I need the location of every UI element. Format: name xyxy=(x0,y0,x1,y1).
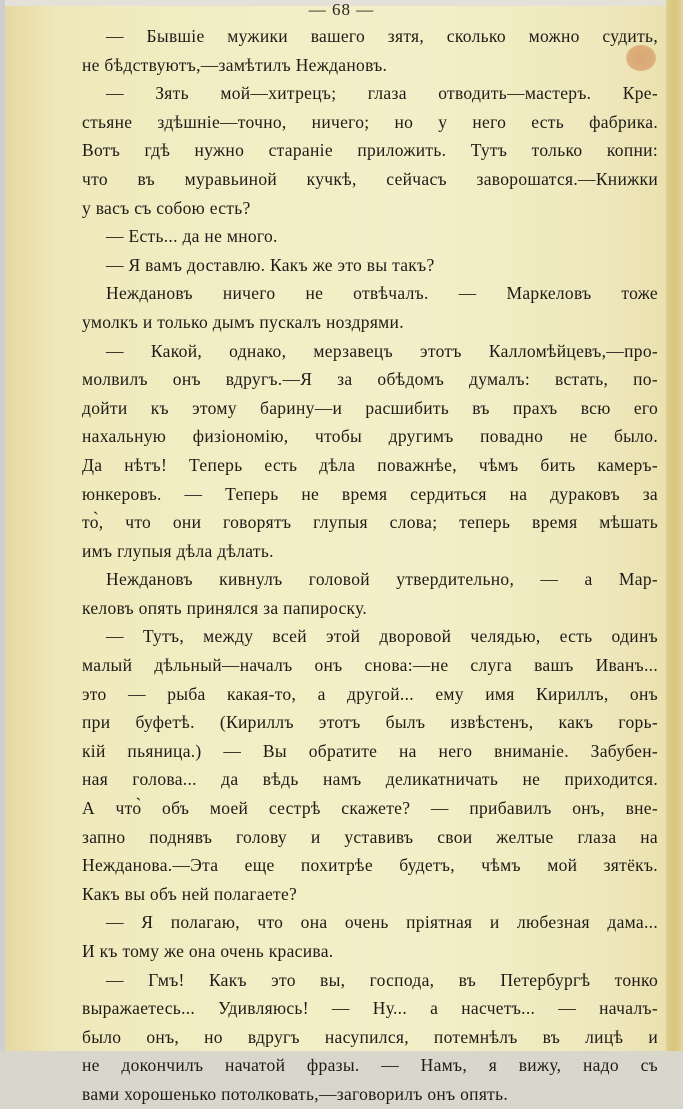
text-line: Да нѣтъ! Теперь есть дѣла поважнѣе, чѣмъ бить камеръ- xyxy=(82,454,658,475)
text-line: Неждановъ ничего не отвѣчалъ. — Маркеловъ тоже xyxy=(106,283,658,304)
text-line: — Тутъ, между всей этой дворовой челядью, есть одинъ xyxy=(106,626,658,647)
text-line: кій пьяница.) — Вы обратите на него вниманіе. Забубен- xyxy=(82,740,658,761)
text-line: запно поднявъ голову и уставивъ свои желтые глаза на xyxy=(82,826,658,847)
text-line: ная голова... да вѣдь намъ деликатничать не приходится. xyxy=(82,769,658,790)
text-line: вами хорошенько потолковать,—заговорилъ онъ опять. xyxy=(82,1083,509,1104)
text-line: юнкеровъ. — Теперь не время сердиться на дураковъ за xyxy=(82,483,658,504)
text-line: келовъ опять принялся за папироску. xyxy=(82,597,368,618)
page-number: — 68 — xyxy=(308,0,375,19)
text-line: молвилъ онъ вдругъ.—Я за обѣдомъ думалъ: встать, по- xyxy=(82,369,658,390)
text-line: то̀, что они говорятъ глупыя слова; теперь время мѣшать xyxy=(82,512,658,533)
text-line: — Я вамъ доставлю. Какъ же это вы такъ? xyxy=(106,254,435,275)
text-line: при буфетѣ. (Кириллъ этотъ былъ извѣстенъ, какъ горь- xyxy=(82,712,658,733)
text-line: — Гмъ! Какъ это вы, господа, въ Петербургѣ тонко xyxy=(106,969,658,990)
text-line: — Есть... да не много. xyxy=(106,226,278,247)
text-line: у васъ съ собою есть? xyxy=(82,197,251,218)
text-line: было онъ, но вдругъ насупился, потемнѣлъ въ лицѣ и xyxy=(82,1026,658,1047)
text-line: стьяне здѣшніе—точно, ничего; но у него есть фабрика. xyxy=(82,111,658,132)
text-line: — Я полагаю, что она очень пріятная и любезная дама... xyxy=(106,912,658,933)
text-line: это — рыба какая-то, а другой... ему имя Кириллъ, онъ xyxy=(82,683,658,704)
text-line: дойти къ этому барину—и расшибить въ прахъ всю его xyxy=(82,397,658,418)
page-body-text xyxy=(82,22,658,1109)
text-line: — Бывшіе мужики вашего зятя, сколько можно судить, xyxy=(106,26,658,46)
text-line: А что̀ объ моей сестрѣ скажете? — прибавилъ онъ, вне- xyxy=(82,798,658,819)
text-line: не докончилъ начатой фразы. — Намъ, я вижу, надо съ xyxy=(82,1055,658,1076)
text-line: выражаетесь... Удивляюсь! — Ну... а насчетъ... — началъ- xyxy=(82,998,658,1019)
text-line: нахальную физіономію, чтобы другимъ повадно не было. xyxy=(82,426,658,447)
text-line: Вотъ гдѣ нужно стараніе приложить. Тутъ только копни: xyxy=(82,140,658,161)
text-line: Какъ вы объ ней полагаете? xyxy=(82,883,298,904)
text-line: — Какой, однако, мерзавецъ этотъ Калломѣйцевъ,—про- xyxy=(106,340,658,361)
text-line: малый дѣльный—началъ онъ снова:—не слуга вашъ Иванъ... xyxy=(82,655,658,676)
text-line: — Зять мой—хитрецъ; глаза отводить—мастеръ. Кре- xyxy=(106,83,658,104)
text-line: Нежданова.—Эта еще похитрѣе будетъ, чѣмъ мой зятёкъ. xyxy=(82,855,658,876)
text-line: имъ глупыя дѣла дѣлать. xyxy=(82,540,274,561)
text-line: умолкъ и только дымъ пускалъ ноздрями. xyxy=(82,311,404,332)
text-line: И къ тому же она очень красива. xyxy=(82,941,334,961)
page-fore-edge xyxy=(666,0,683,1051)
text-line: что въ муравьиной кучкѣ, сейчасъ заворошатся.—Книжки xyxy=(82,168,658,189)
text-line: Неждановъ кивнулъ головой утвердительно, — а Мар- xyxy=(106,569,658,590)
text-line: не бѣдствуютъ,—замѣтилъ Неждановъ. xyxy=(82,54,388,75)
